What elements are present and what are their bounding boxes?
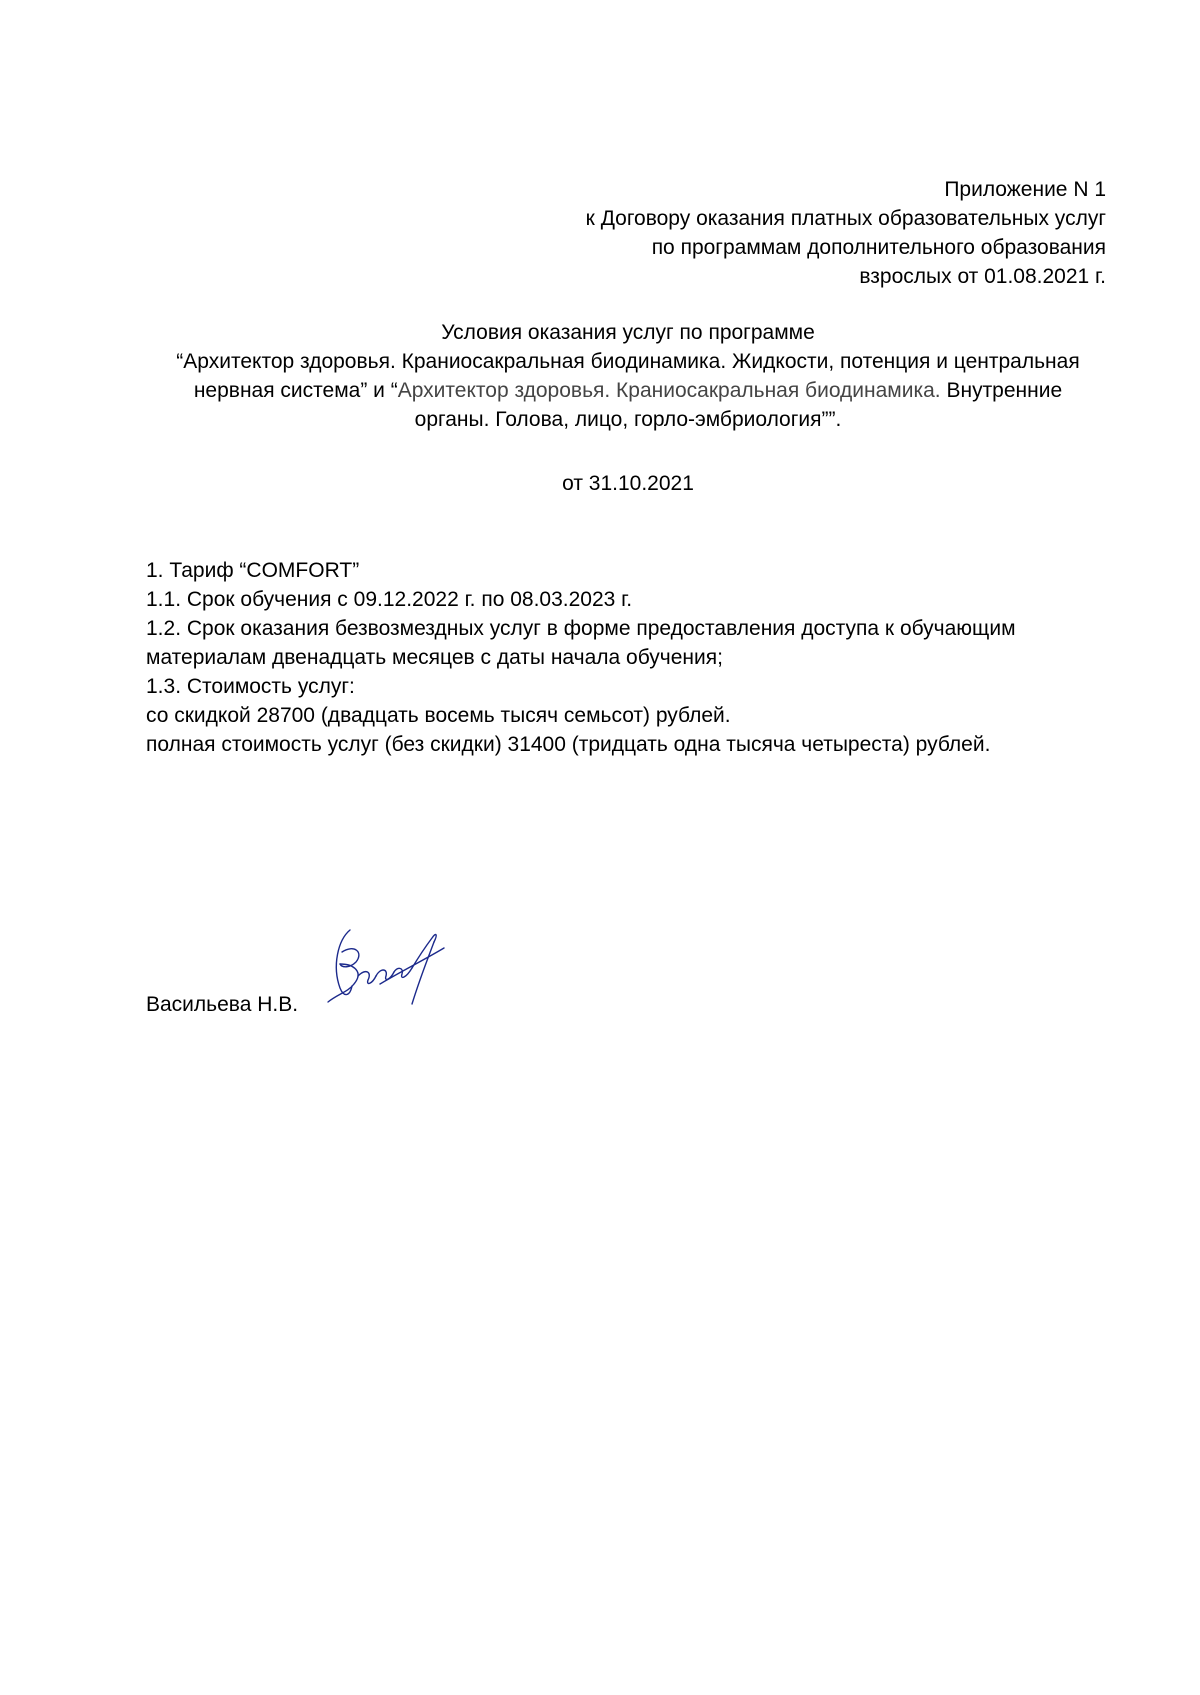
appendix-contract-ref: к Договору оказания платных образовательных услуг: [585, 207, 1106, 230]
program-name-line-2-end: Внутренние: [940, 379, 1063, 402]
program-name-line-1: “Архитектор здоровья. Краниосакральная биодинамика. Жидкости, потенция и центральная: [176, 350, 1080, 373]
handwritten-signature: [320, 918, 455, 1013]
terms-list: [146, 556, 1106, 759]
term-free-access-cont: материалам двенадцать месяцев с даты начала обучения;: [146, 646, 723, 669]
term-cost-heading: 1.3. Стоимость услуг:: [146, 675, 355, 698]
document-date: от 31.10.2021: [562, 472, 694, 495]
appendix-program-ref: по программам дополнительного образования: [651, 236, 1106, 259]
program-name-line-2: [140, 376, 1116, 405]
program-name-line-2-start: нервная система” и “: [193, 379, 398, 402]
term-cost-discounted: со скидкой 28700 (двадцать восемь тысяч семьсот) рублей.: [146, 704, 731, 727]
conditions-title-block: [140, 318, 1116, 434]
signatory-name: Васильева Н.В.: [146, 993, 299, 1016]
appendix-header: [406, 175, 1106, 291]
term-free-access: 1.2. Срок оказания безвозмездных услуг в форме предоставления доступа к обучающим: [146, 617, 1016, 640]
term-cost-full: полная стоимость услуг (без скидки) 31400 (тридцать одна тысяча четыреста) рублей.: [146, 733, 991, 756]
conditions-title: Условия оказания услуг по программе: [441, 321, 815, 344]
appendix-contract-date: взрослых от 01.08.2021 г.: [859, 265, 1106, 288]
program-name-line-3: органы. Голова, лицо, горло-эмбриология””.: [414, 408, 842, 431]
program-name-line-2-gray: Архитектор здоровья. Краниосакральная биодинамика.: [397, 379, 941, 402]
term-study-period: 1.1. Срок обучения с 09.12.2022 г. по 08.03.2023 г.: [146, 588, 633, 611]
tariff-heading: 1. Тариф “COMFORT”: [146, 559, 360, 582]
appendix-number: Приложение N 1: [944, 178, 1106, 201]
